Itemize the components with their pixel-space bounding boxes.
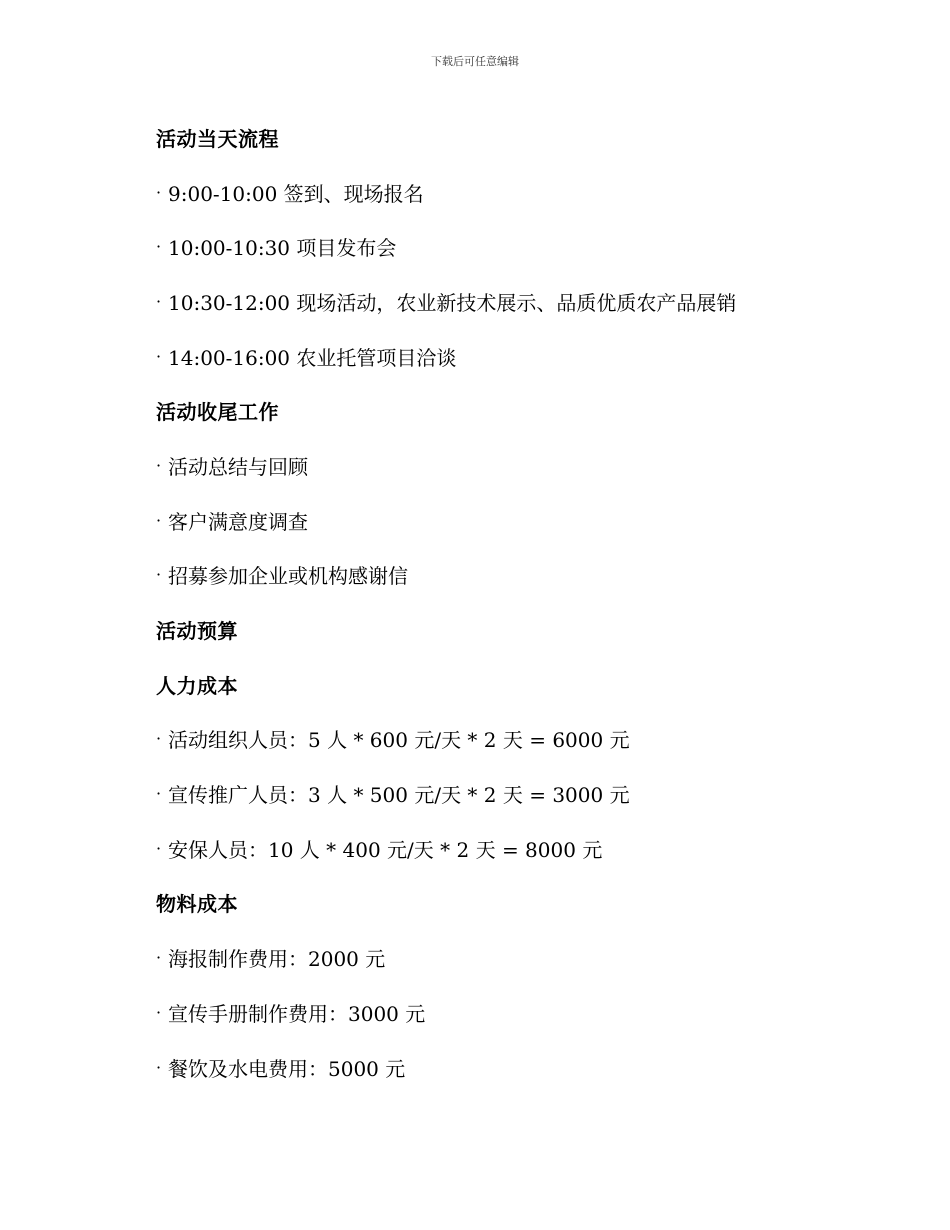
list-item	[156, 274, 856, 329]
list-item	[156, 329, 856, 384]
list-item-text: 活动总结与回顾	[168, 454, 308, 479]
bullet-icon: ·	[156, 182, 162, 202]
list-item-text: 安保人员：10 人 * 400 元/天 * 2 天 = 8000 元	[168, 837, 603, 862]
bullet-icon: ·	[156, 291, 162, 311]
list-item-text: 餐饮及水电费用：5000 元	[168, 1056, 406, 1081]
list-item	[156, 165, 856, 220]
list-item	[156, 821, 856, 876]
subsection-heading: 物料成本	[156, 892, 238, 917]
list-item	[156, 548, 856, 603]
list-item-text: 招募参加企业或机构感谢信	[168, 564, 408, 589]
list-item-text: 9:00-10:00 签到、现场报名	[168, 181, 424, 206]
bullet-icon: ·	[156, 784, 162, 804]
section-heading: 活动预算	[156, 619, 238, 644]
bullet-icon: ·	[156, 948, 162, 968]
section-heading: 活动当天流程	[156, 126, 279, 151]
document-body	[156, 110, 856, 1094]
bullet-icon: ·	[156, 729, 162, 749]
list-item	[156, 985, 856, 1040]
list-item	[156, 438, 856, 493]
bullet-icon: ·	[156, 1057, 162, 1077]
list-item-text: 客户满意度调查	[168, 509, 308, 534]
list-item	[156, 493, 856, 548]
bullet-icon: ·	[156, 455, 162, 475]
bullet-icon: ·	[156, 346, 162, 366]
list-item-text: 宣传手册制作费用：3000 元	[168, 1001, 426, 1026]
bullet-icon: ·	[156, 565, 162, 585]
list-item-text: 10:00-10:30 项目发布会	[168, 236, 397, 261]
bullet-icon: ·	[156, 510, 162, 530]
bullet-icon: ·	[156, 1002, 162, 1022]
list-item-text: 宣传推广人员：3 人 * 500 元/天 * 2 天 = 3000 元	[168, 783, 630, 808]
list-item	[156, 219, 856, 274]
list-item-text: 海报制作费用：2000 元	[168, 947, 386, 972]
section-heading: 活动收尾工作	[156, 400, 279, 425]
list-item-text: 10:30-12:00 现场活动，农业新技术展示、品质优质农产品展销	[168, 290, 737, 315]
list-item-text: 活动组织人员：5 人 * 600 元/天 * 2 天 = 6000 元	[168, 728, 630, 753]
bullet-icon: ·	[156, 237, 162, 257]
list-item-text: 14:00-16:00 农业托管项目洽谈	[168, 345, 457, 370]
page-header: 下载后可任意编辑	[431, 55, 519, 68]
list-item	[156, 766, 856, 821]
bullet-icon: ·	[156, 838, 162, 858]
list-item	[156, 712, 856, 767]
list-item	[156, 1040, 856, 1095]
subsection-heading: 人力成本	[156, 673, 238, 698]
list-item	[156, 930, 856, 985]
